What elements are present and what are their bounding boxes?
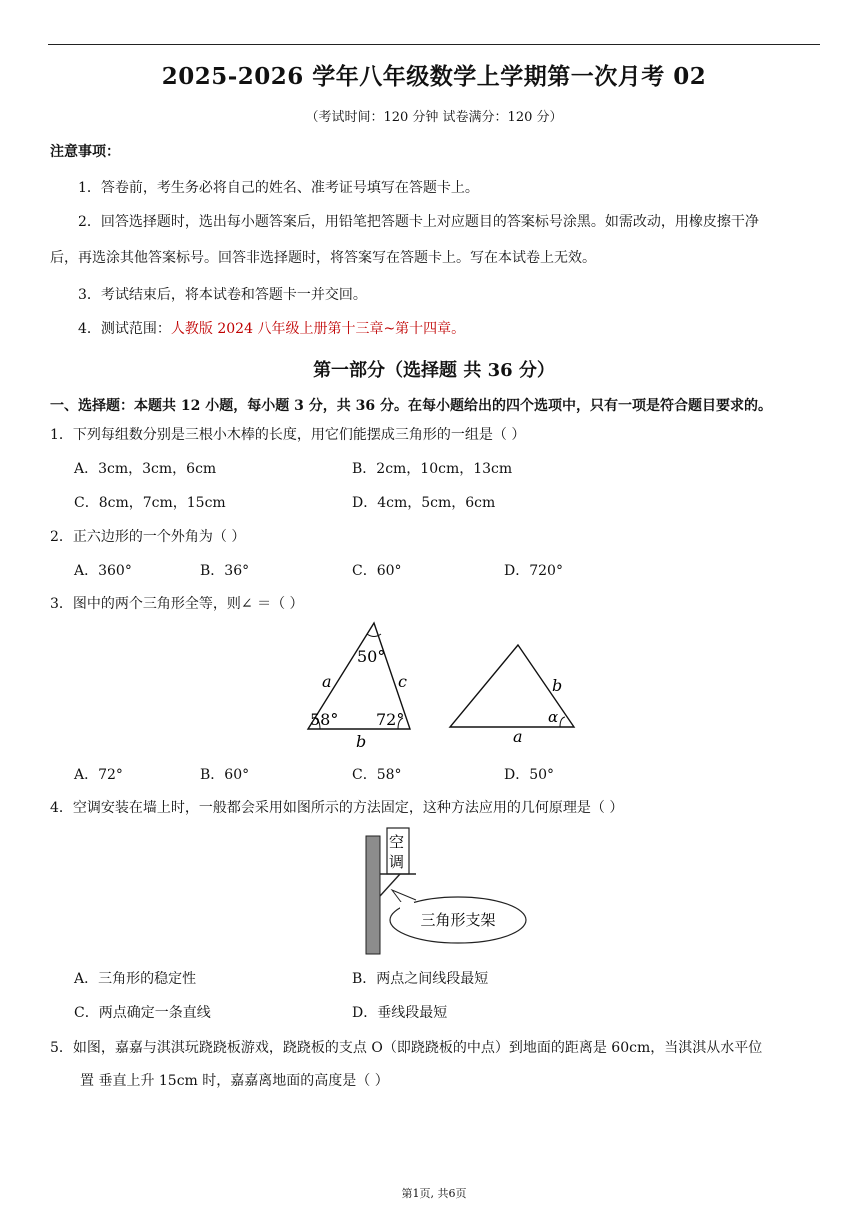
- q3-option-a: A．72°: [74, 767, 123, 783]
- notice-item-3: 3．考试结束后，将本试卷和答题卡一并交回。: [78, 287, 367, 303]
- q2-option-c: C．60°: [352, 563, 402, 579]
- q1-option-c: C．8cm，7cm，15cm: [74, 495, 226, 511]
- callout-joint: [400, 902, 414, 910]
- tri1-right-angle: 72°: [376, 710, 405, 729]
- notice-item-4-prefix: 4．测试范围：: [78, 321, 171, 337]
- tri1-side-b: b: [356, 732, 367, 751]
- exam-title: 2025-2026 学年八年级数学上学期第一次月考 02: [161, 63, 707, 90]
- tri2-angle-arc: [560, 717, 565, 727]
- q3-option-b: B．60°: [200, 767, 250, 783]
- question-1-stem: 1．下列每组数分别是三根小木棒的长度，用它们能摆成三角形的一组是（ ）: [50, 427, 526, 443]
- top-rule: [48, 44, 820, 45]
- tri2-angle-alpha: α: [548, 708, 559, 726]
- question-4-stem: 4．空调安装在墙上时，一般都会采用如图所示的方法固定，这种方法应用的几何原理是（ ）: [50, 800, 624, 816]
- q2-option-d: D．720°: [504, 563, 563, 579]
- exam-subtitle: （考试时间：120 分钟 试卷满分：120 分）: [305, 110, 563, 125]
- tri1-top-angle: 50°: [357, 647, 386, 666]
- wall: [366, 836, 380, 954]
- test-range: 人教版 2024 八年级上册第十三章~第十四章。: [170, 321, 466, 337]
- q1-option-a: A．3cm，3cm，6cm: [74, 461, 217, 477]
- q4-option-b: B．两点之间线段最短: [352, 971, 489, 987]
- question-5-stem-line-2: 置 垂直上升 15cm 时，嘉嘉离地面的高度是（ ）: [80, 1073, 389, 1089]
- question-2-stem: 2．正六边形的一个外角为（ ）: [50, 529, 246, 545]
- q1-option-d: D．4cm，5cm，6cm: [352, 495, 496, 511]
- q4-air-conditioner-figure: [360, 824, 535, 960]
- tri1-left-angle: 58°: [310, 710, 339, 729]
- notice-heading: 注意事项：: [50, 144, 120, 160]
- notice-item-2-cont: 后，再选涂其他答案标号。回答非选择题时，将答案写在答题卡上。写在本试卷上无效。: [50, 250, 596, 266]
- q4-option-d: D．垂线段最短: [352, 1005, 448, 1021]
- q3-option-c: C．58°: [352, 767, 402, 783]
- q4-option-a: A．三角形的稳定性: [74, 971, 197, 987]
- notice-item-2: 2．回答选择题时，选出每小题答案后，用铅笔把答题卡上对应题目的答案标号涂黑。如需改动，用橡皮擦干净: [78, 214, 759, 230]
- notice-item-4: [78, 318, 465, 338]
- tri1-side-a: a: [322, 672, 332, 691]
- q3-option-d: D．50°: [504, 767, 555, 783]
- tri2-side-a: a: [513, 727, 523, 746]
- tri2-side-b: b: [552, 676, 563, 695]
- q1-option-b: B．2cm，10cm，13cm: [352, 461, 513, 477]
- q3-triangles-figure: [290, 615, 590, 755]
- section-description: 一、选择题：本题共 12 小题，每小题 3 分，共 36 分。在每小题给出的四个选项中，只有一项是符合题目要求的。: [50, 398, 772, 414]
- q4-option-c: C．两点确定一条直线: [74, 1005, 211, 1021]
- tri1-side-c: c: [398, 672, 407, 691]
- page-footer: 第1页, 共6页: [401, 1187, 467, 1200]
- q2-option-a: A．360°: [74, 563, 132, 579]
- ac-label-char-1: 空: [389, 833, 405, 851]
- notice-item-1: 1．答卷前，考生务必将自己的姓名、准考证号填写在答题卡上。: [78, 180, 479, 196]
- question-5-stem-line-1: 5．如图，嘉嘉与淇淇玩跷跷板游戏，跷跷板的支点 O（即跷跷板的中点）到地面的距离是 60cm，当淇淇从水平位: [50, 1040, 763, 1056]
- question-3-stem: 3．图中的两个三角形全等，则∠ ＝（ ）: [50, 596, 304, 612]
- ac-label-char-2: 调: [389, 853, 405, 871]
- section-title: 第一部分（选择题 共 36 分）: [313, 360, 555, 381]
- callout-text: 三角形支架: [420, 911, 496, 929]
- q2-option-b: B．36°: [200, 563, 250, 579]
